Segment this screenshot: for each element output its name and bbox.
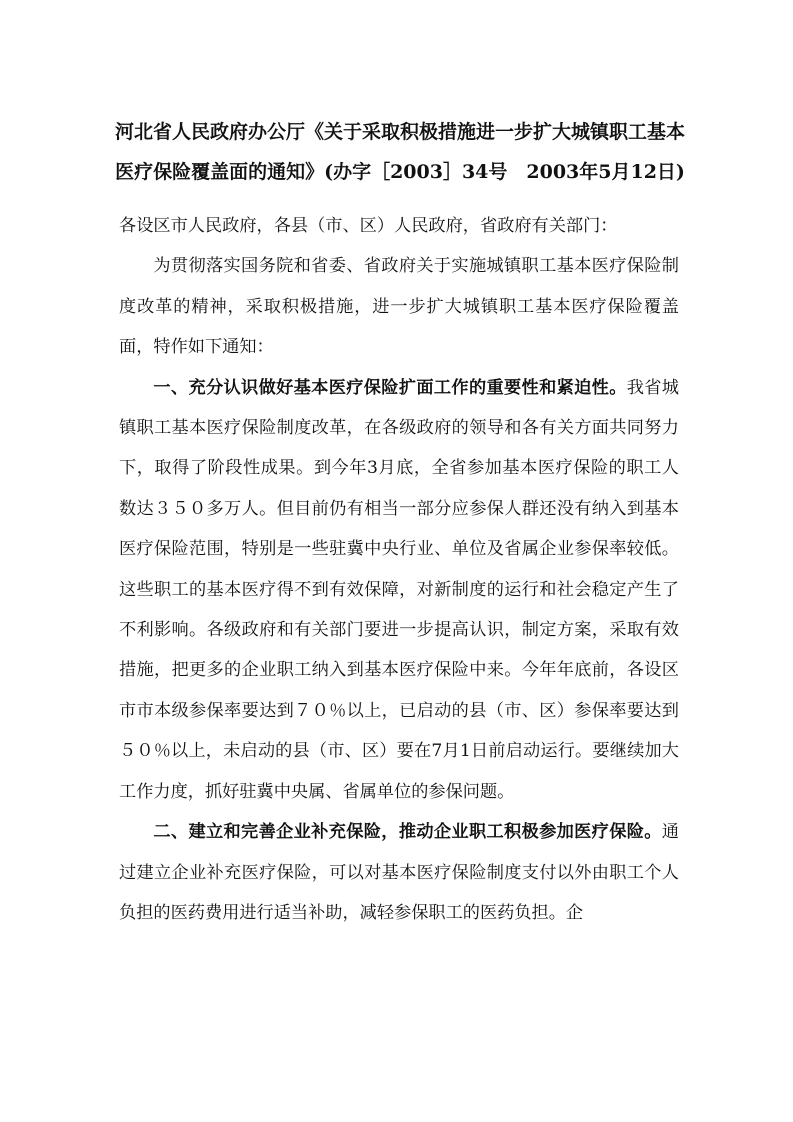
section-1-text: 我省城镇职工基本医疗保险制度改革，在各级政府的领导和各有关方面共同努力下，取得了阶段性成果。到今年3月底，全省参加基本医疗保险的职工人数达３５０多万人。但目前仍有相当一部分应参保人群还没有纳入到基本医疗保险范围，特别是一些驻冀中央行业、单位及省属企业参保率较低。这些职工的基本医疗得不到有效保障，对新制度的运行和社会稳定产生了不利影响。各级政府和有关部门要进一步提高认识，制定方案，采取有效措施，把更多的企业职工纳入到基本医疗保险中来。今年年底前，各设区市市本级参保率要达到７０％以上，已启动的县（市、区）参保率要达到５０％以上，未启动的县（市、区）要在7月1日前启动运行。要继续加大工作力度，抓好驻冀中央属、省属单位的参保问题。 [119,377,679,802]
document-title [100,112,700,192]
section-2-heading: 二、建立和完善企业补充保险，推动企业职工积极参加医疗保险。 [153,822,662,843]
document-body [119,206,679,933]
intro-paragraph: 为贯彻落实国务院和省委、省政府关于实施城镇职工基本医疗保险制度改革的精神，采取积极措施，进一步扩大城镇职工基本医疗保险覆盖面，特作如下通知： [119,256,679,358]
section-1-paragraph [119,368,679,812]
salutation: 各设区市人民政府，各县（市、区）人民政府，省政府有关部门： [119,216,618,236]
section-2-text: 通过建立企业补充医疗保险，可以对基本医疗保险制度支付以外由职工个人负担的医药费用进行适当补助，减轻参保职工的医药负担。企 [119,822,679,923]
title-line-1: 河北省人民政府办公厅《关于采取积极措施进一步扩大城镇职工基本 [114,121,685,143]
section-1-heading: 一、充分认识做好基本医疗保险扩面工作的重要性和紧迫性。 [153,377,627,398]
section-2-paragraph [119,812,679,933]
title-line-2: 医疗保险覆盖面的通知》(办字［2003］34号 2003年5月12日) [115,161,685,183]
